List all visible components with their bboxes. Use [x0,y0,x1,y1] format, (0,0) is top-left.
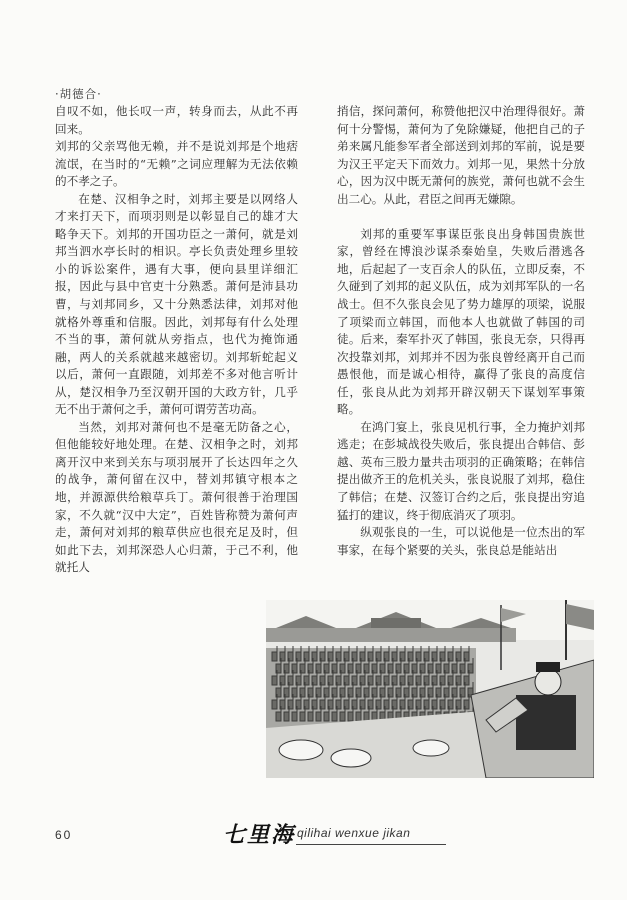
soldier-figure [284,712,289,721]
soldier-figure [364,712,369,721]
magazine-pinyin-title: qilihai wenxue jikan [297,826,411,840]
paragraph: 在鸿门宴上，张良见机行事，全力掩护刘邦逃走；在彭城战役失败后，张良提出合韩信、彭越、英布三股力量共击项羽的正确策略；在韩信提出做齐王的危机关头，张良说服了刘邦，稳住了韩信；在楚、汉签订合约之后，张良提出穷追猛打的建议，终于彻底消灭了项羽。 [337,419,585,522]
soldier-figure [356,712,361,721]
army-illustration-icon [266,600,594,778]
soldier-figure [332,712,337,721]
footer-rule [296,844,446,845]
left-text-column [55,103,298,577]
soldier-figure [300,712,305,721]
soldier-figure [348,712,353,721]
paragraph: 在楚、汉相争之时，刘邦主要是以网络人才来打天下，而项羽则是以彰显自己的雄才大略争天下。刘邦的开国功臣之一萧何，就是刘邦当泗水亭长时的相识。亭长负责处理乡里较小的诉讼案件，遇有大事，便向县里详细汇报，因此与县中官吏十分熟悉。萧何是沛县功曹，与刘邦同乡，又十分熟悉法律，刘邦对他就格外尊重和信服。因此，刘邦每有什么处理不当的事，萧何就从旁指点，也代为掩饰通融，两人的关系就越来越密切。刘邦斩蛇起义以后，萧何一直跟随，刘邦差不多对他言听计从，楚汉相争乃至汉朝开国的大政方针，几乎无不出于萧何之手，萧何可谓劳苦功高。 [55,191,298,417]
paragraph: 捎信，探问萧何，称赞他把汉中治理得很好。萧何十分警惕，萧何为了免除嫌疑，他把自己的子弟来属凡能参军者全部送到刘邦的军前，说是要为汉王平定天下而效力。刘邦一见，果然十分放心，因为汉中既无萧何的族党，萧何也就不会生出二心。从此，君臣之间再无嫌隙。 [337,104,585,206]
soldier-figure [324,712,329,721]
soldier-figure [272,652,277,661]
soldier-figure [276,712,281,721]
page-number: 60 [55,828,73,842]
soldier-figure [272,700,277,709]
soldier-figure [340,712,345,721]
author-byline: ·胡德合· [55,87,102,101]
soldier-figure [272,676,277,685]
paragraph: 刘邦的重要军事谋臣张良出身韩国贵族世家，曾经在博浪沙谋杀秦始皇，失败后潜逃各地，后起起了一支百余人的队伍，立即反秦，不久碰到了刘邦的起义队伍，成为刘邦军队的一名战士。但不久张良会见了势力雄厚的项梁，说服了项梁而立韩国，而他本人也就做了韩国的司徒。后来，秦军扑灭了韩国，张良无奈，只得再次投靠刘邦，刘邦并不因为张良曾经离开自己而愚恨他，而是诚心相待，赢得了张良的高度信任，张良从此为刘邦开辟汉朝天下谋划军事策略。 [337,226,585,417]
magazine-logo: 七里海 [223,822,296,848]
paragraph: 当然，刘邦对萧何也不是毫无防备之心，但他能较好地处理。在楚、汉相争之时，刘邦离开汉中来到关东与项羽展开了长达四年之久的战争，萧何留在汉中，替刘邦镇守根本之地，并源源供给粮草兵丁。萧何很善于治理国家，不久就“汉中大定”，百姓皆称赞为萧何声走，萧何对刘邦的粮草供应也很充足及时，但如此下去，刘邦深恐人心归萧，于己不利，他就托人 [55,419,298,575]
soldier-figure [308,712,313,721]
soldier-figure [292,712,297,721]
right-text-column [337,103,585,559]
paragraph: 自叹不如，他长叹一声，转身而去，从此不再回来。 [55,104,298,136]
soldier-figure [316,712,321,721]
paragraph: 刘邦的父亲骂他无赖，并不是说刘邦是个地痞流氓，在当时的“无赖”之词应理解为无法依赖的不孝之子。 [55,139,298,189]
paragraph: 纵观张良的一生，可以说他是一位杰出的军事家，在每个紧要的关头，张良总是能站出 [337,525,585,557]
